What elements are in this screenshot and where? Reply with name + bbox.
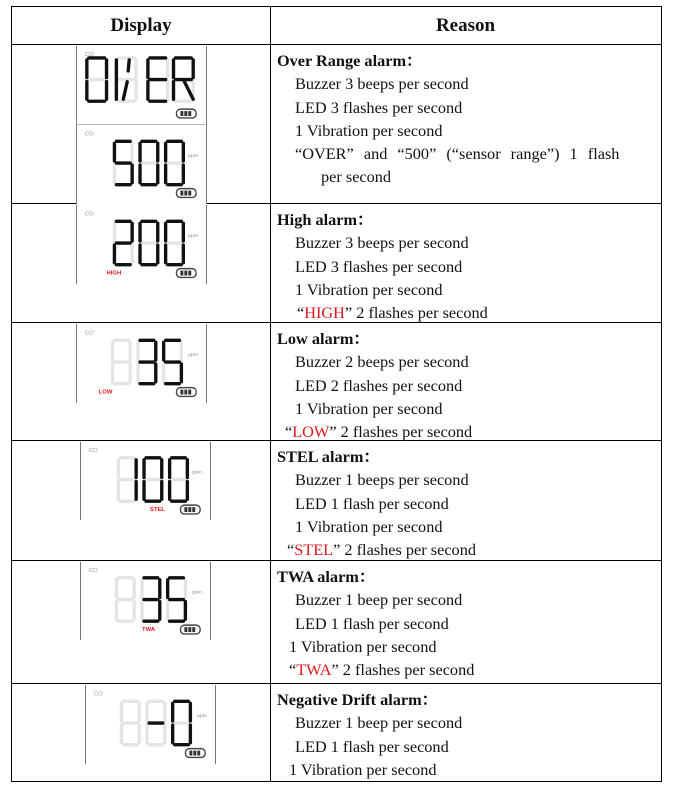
table-row-low: [12, 323, 661, 441]
header-reason: Reason: [435, 14, 496, 36]
alarm-behavior-line: Buzzer 1 beep per second: [295, 713, 463, 733]
alarm-tag: LOW: [98, 389, 113, 396]
unit-label: ppm: [188, 234, 198, 240]
table-row-over-range: [12, 45, 661, 204]
alarm-tag: STEL: [149, 507, 165, 514]
alarm-title: Low alarm：: [277, 329, 370, 348]
alarm-behavior-line: “TWA” 2 flashes per second: [289, 660, 475, 680]
display-cell: [12, 561, 270, 683]
table-row-high: [12, 204, 661, 323]
table-row-stel: [12, 441, 661, 561]
lcd-display: [76, 46, 207, 125]
gas-label: CO: [88, 567, 98, 574]
alarm-behavior-line: LED 2 flashes per second: [295, 375, 463, 395]
alarm-behavior-line: LED 1 flash per second: [295, 736, 449, 756]
gas-label: CO: [84, 211, 94, 218]
alarm-behavior-line: LED 3 flashes per second: [295, 97, 463, 117]
battery-icon: [176, 189, 196, 198]
reason-cell: [277, 445, 655, 561]
gas-label: CO: [84, 51, 94, 58]
alarm-table: [11, 6, 662, 782]
alarm-behavior-line: “OVER” and “500” (“sensor range”) 1 flash: [295, 144, 620, 164]
alarm-behavior-line: “STEL” 2 flashes per second: [287, 540, 476, 560]
alarm-behavior-line: 1 Vibration per second: [289, 636, 437, 656]
alarm-title: Negative Drift alarm：: [277, 690, 438, 709]
alarm-tag: TWA: [142, 627, 156, 634]
reason-cell: [277, 688, 655, 781]
battery-icon: [176, 109, 196, 118]
alarm-behavior-line: Buzzer 1 beeps per second: [295, 470, 469, 490]
alarm-indicator-highlight: HIGH: [304, 303, 345, 323]
alarm-behavior-line: 1 Vibration per second: [295, 120, 443, 140]
alarm-behavior-line: LED 1 flash per second: [295, 613, 449, 633]
display-cell: [12, 441, 270, 560]
alarm-title: Over Range alarm：: [277, 51, 423, 70]
alarm-behavior-line: LED 3 flashes per second: [295, 256, 463, 276]
alarm-indicator-highlight: LOW: [292, 422, 330, 442]
lcd-display: [85, 685, 216, 764]
alarm-behavior-line: 1 Vibration per second: [295, 516, 443, 536]
header-display: Display: [110, 14, 172, 36]
battery-icon: [180, 625, 200, 634]
gas-label: CO: [84, 131, 94, 138]
display-cell: [12, 684, 270, 781]
table-row-twa: [12, 561, 661, 684]
alarm-behavior-line: LED 1 flash per second: [295, 493, 449, 513]
alarm-title: High alarm：: [277, 210, 374, 229]
lcd-display: [76, 205, 207, 284]
alarm-behavior-line: Buzzer 3 beeps per second: [295, 74, 469, 94]
alarm-behavior-line: 1 Vibration per second: [289, 759, 437, 779]
alarm-behavior-line: 1 Vibration per second: [295, 398, 443, 418]
alarm-title: TWA alarm：: [277, 567, 376, 586]
display-cell: [12, 323, 270, 440]
gas-label: CO: [88, 447, 98, 454]
alarm-tag: HIGH: [106, 270, 122, 277]
battery-icon: [176, 269, 196, 278]
battery-icon: [176, 388, 196, 397]
alarm-behavior-line: 1 Vibration per second: [295, 279, 443, 299]
unit-label: ppm: [197, 714, 207, 720]
alarm-behavior-line: Buzzer 1 beep per second: [295, 590, 463, 610]
battery-icon: [180, 505, 200, 514]
alarm-indicator-highlight: STEL: [294, 540, 334, 560]
unit-label: ppm: [192, 470, 202, 476]
alarm-behavior-line: Buzzer 2 beeps per second: [295, 352, 469, 372]
display-cell: [12, 45, 270, 203]
alarm-indicator-highlight: TWA: [296, 660, 332, 680]
reason-cell: [277, 49, 655, 189]
reason-cell: [277, 565, 655, 681]
lcd-display: [80, 442, 211, 520]
reason-cell: [277, 208, 655, 324]
alarm-behavior-line: “LOW” 2 flashes per second: [285, 422, 473, 442]
alarm-behavior-line: “HIGH” 2 flashes per second: [297, 303, 488, 323]
unit-label: ppm: [188, 353, 198, 359]
alarm-behavior-line: per second: [321, 167, 392, 187]
display-cell: [12, 204, 270, 322]
lcd-display: [80, 562, 211, 640]
lcd-display: [76, 125, 207, 204]
table-header: [12, 7, 661, 45]
battery-icon: [185, 749, 205, 758]
alarm-title: STEL alarm：: [277, 447, 380, 466]
unit-label: ppm: [192, 590, 202, 596]
table-row-negative-drift: [12, 684, 661, 781]
unit-label: ppm: [188, 154, 198, 160]
alarm-behavior-line: Buzzer 3 beeps per second: [295, 233, 469, 253]
gas-label: CO: [84, 330, 94, 337]
reason-cell: [277, 327, 655, 443]
lcd-display: [76, 324, 207, 403]
gas-label: CO: [93, 691, 103, 698]
